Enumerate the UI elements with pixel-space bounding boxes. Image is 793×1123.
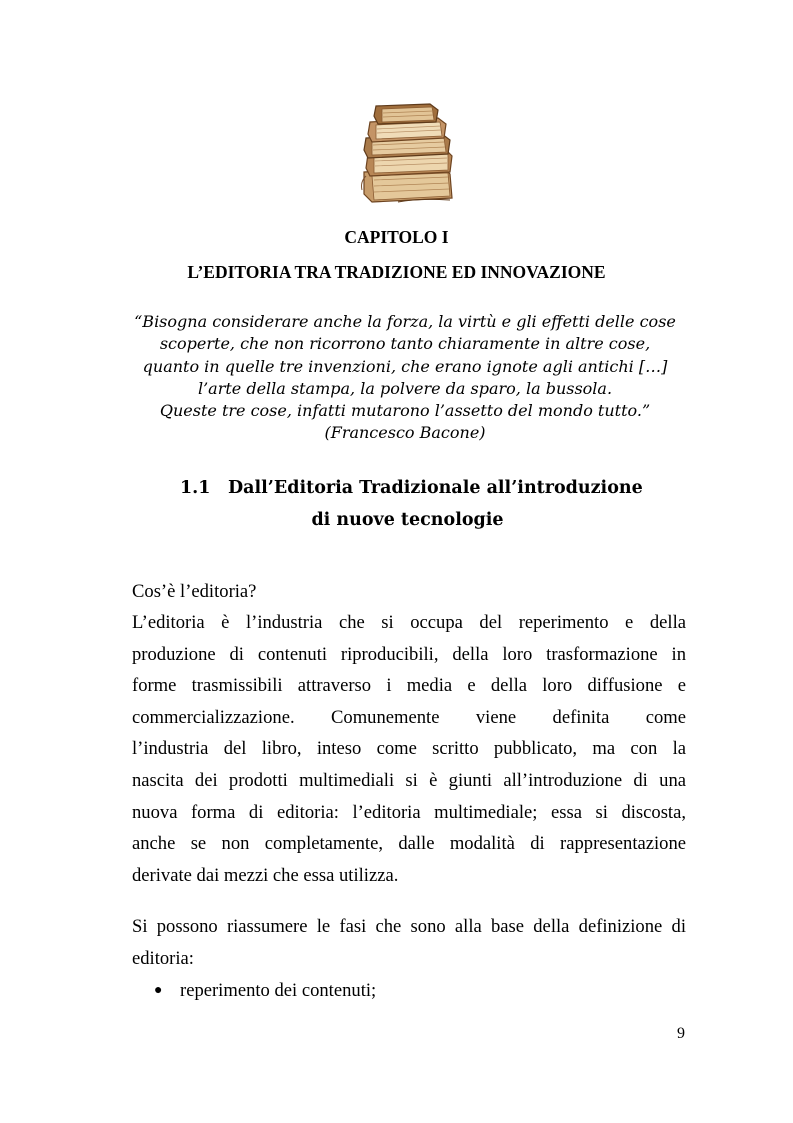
epigraph-attribution: (Francesco Bacone) [324, 423, 486, 443]
paragraph-line: produzione di contenuti riproducibili, della loro trasformazione in [132, 643, 686, 665]
epigraph-line: scoperte, che non ricorrono tanto chiaramente in altre cose, [159, 334, 651, 354]
epigraph-line: “Bisogna considerare anche la forza, la virtù e gli effetti delle cose [134, 312, 676, 331]
epigraph-line: l’arte della stampa, la polvere da sparo, la bussola. [197, 378, 613, 398]
bullet-dot-icon: ● [154, 983, 163, 998]
book-stack-icon [358, 102, 458, 204]
list-item [154, 975, 376, 1007]
epigraph-line: quanto in quelle tre invenzioni, che erano ignote agli antichi […] [142, 356, 668, 376]
paragraph-2 [132, 911, 686, 974]
paragraph-line: l’industria del libro, inteso come scritto pubblicato, ma con la [132, 738, 686, 760]
section-title-line1: Dall’Editoria Tradizionale all’introduzione [228, 478, 643, 498]
section-title-line2: di nuove tecnologie [311, 510, 504, 530]
chapter-number: CAPITOLO I [344, 227, 449, 247]
paragraph-line: commercializzazione. Comunemente viene definita come [132, 706, 686, 728]
page-number: 9 [677, 1025, 685, 1042]
paragraph-line: editoria: [132, 947, 194, 969]
paragraph-line: Si possono riassumere le fasi che sono alla base della definizione di [132, 916, 686, 937]
paragraph-line: anche se non completamente, dalle modalità di rappresentazione [132, 833, 686, 855]
epigraph-quote [100, 311, 710, 445]
paragraph-1 [132, 607, 686, 891]
paragraph-line: L’editoria è l’industria che si occupa del reperimento e della [132, 612, 686, 633]
section-heading-line1 [180, 472, 643, 504]
paragraph-line: nascita dei prodotti multimediali si è giunti all’introduzione di una [132, 769, 686, 791]
paragraph-line: derivate dai mezzi che essa utilizza. [132, 864, 399, 886]
question-line: Cos’è l’editoria? [132, 581, 257, 602]
epigraph-line: Queste tre cose, infatti mutarono l’assetto del mondo tutto.” [159, 401, 651, 421]
chapter-title: L’EDITORIA TRA TRADIZIONE ED INNOVAZIONE [187, 262, 606, 282]
paragraph-line: nuova forma di editoria: l’editoria multimediale; essa si discosta, [132, 801, 686, 823]
list-item-text: reperimento dei contenuti; [180, 980, 377, 1001]
paragraph-line: forme trasmissibili attraverso i media e della loro diffusione e [132, 675, 686, 697]
section-number: 1.1 [180, 478, 211, 498]
